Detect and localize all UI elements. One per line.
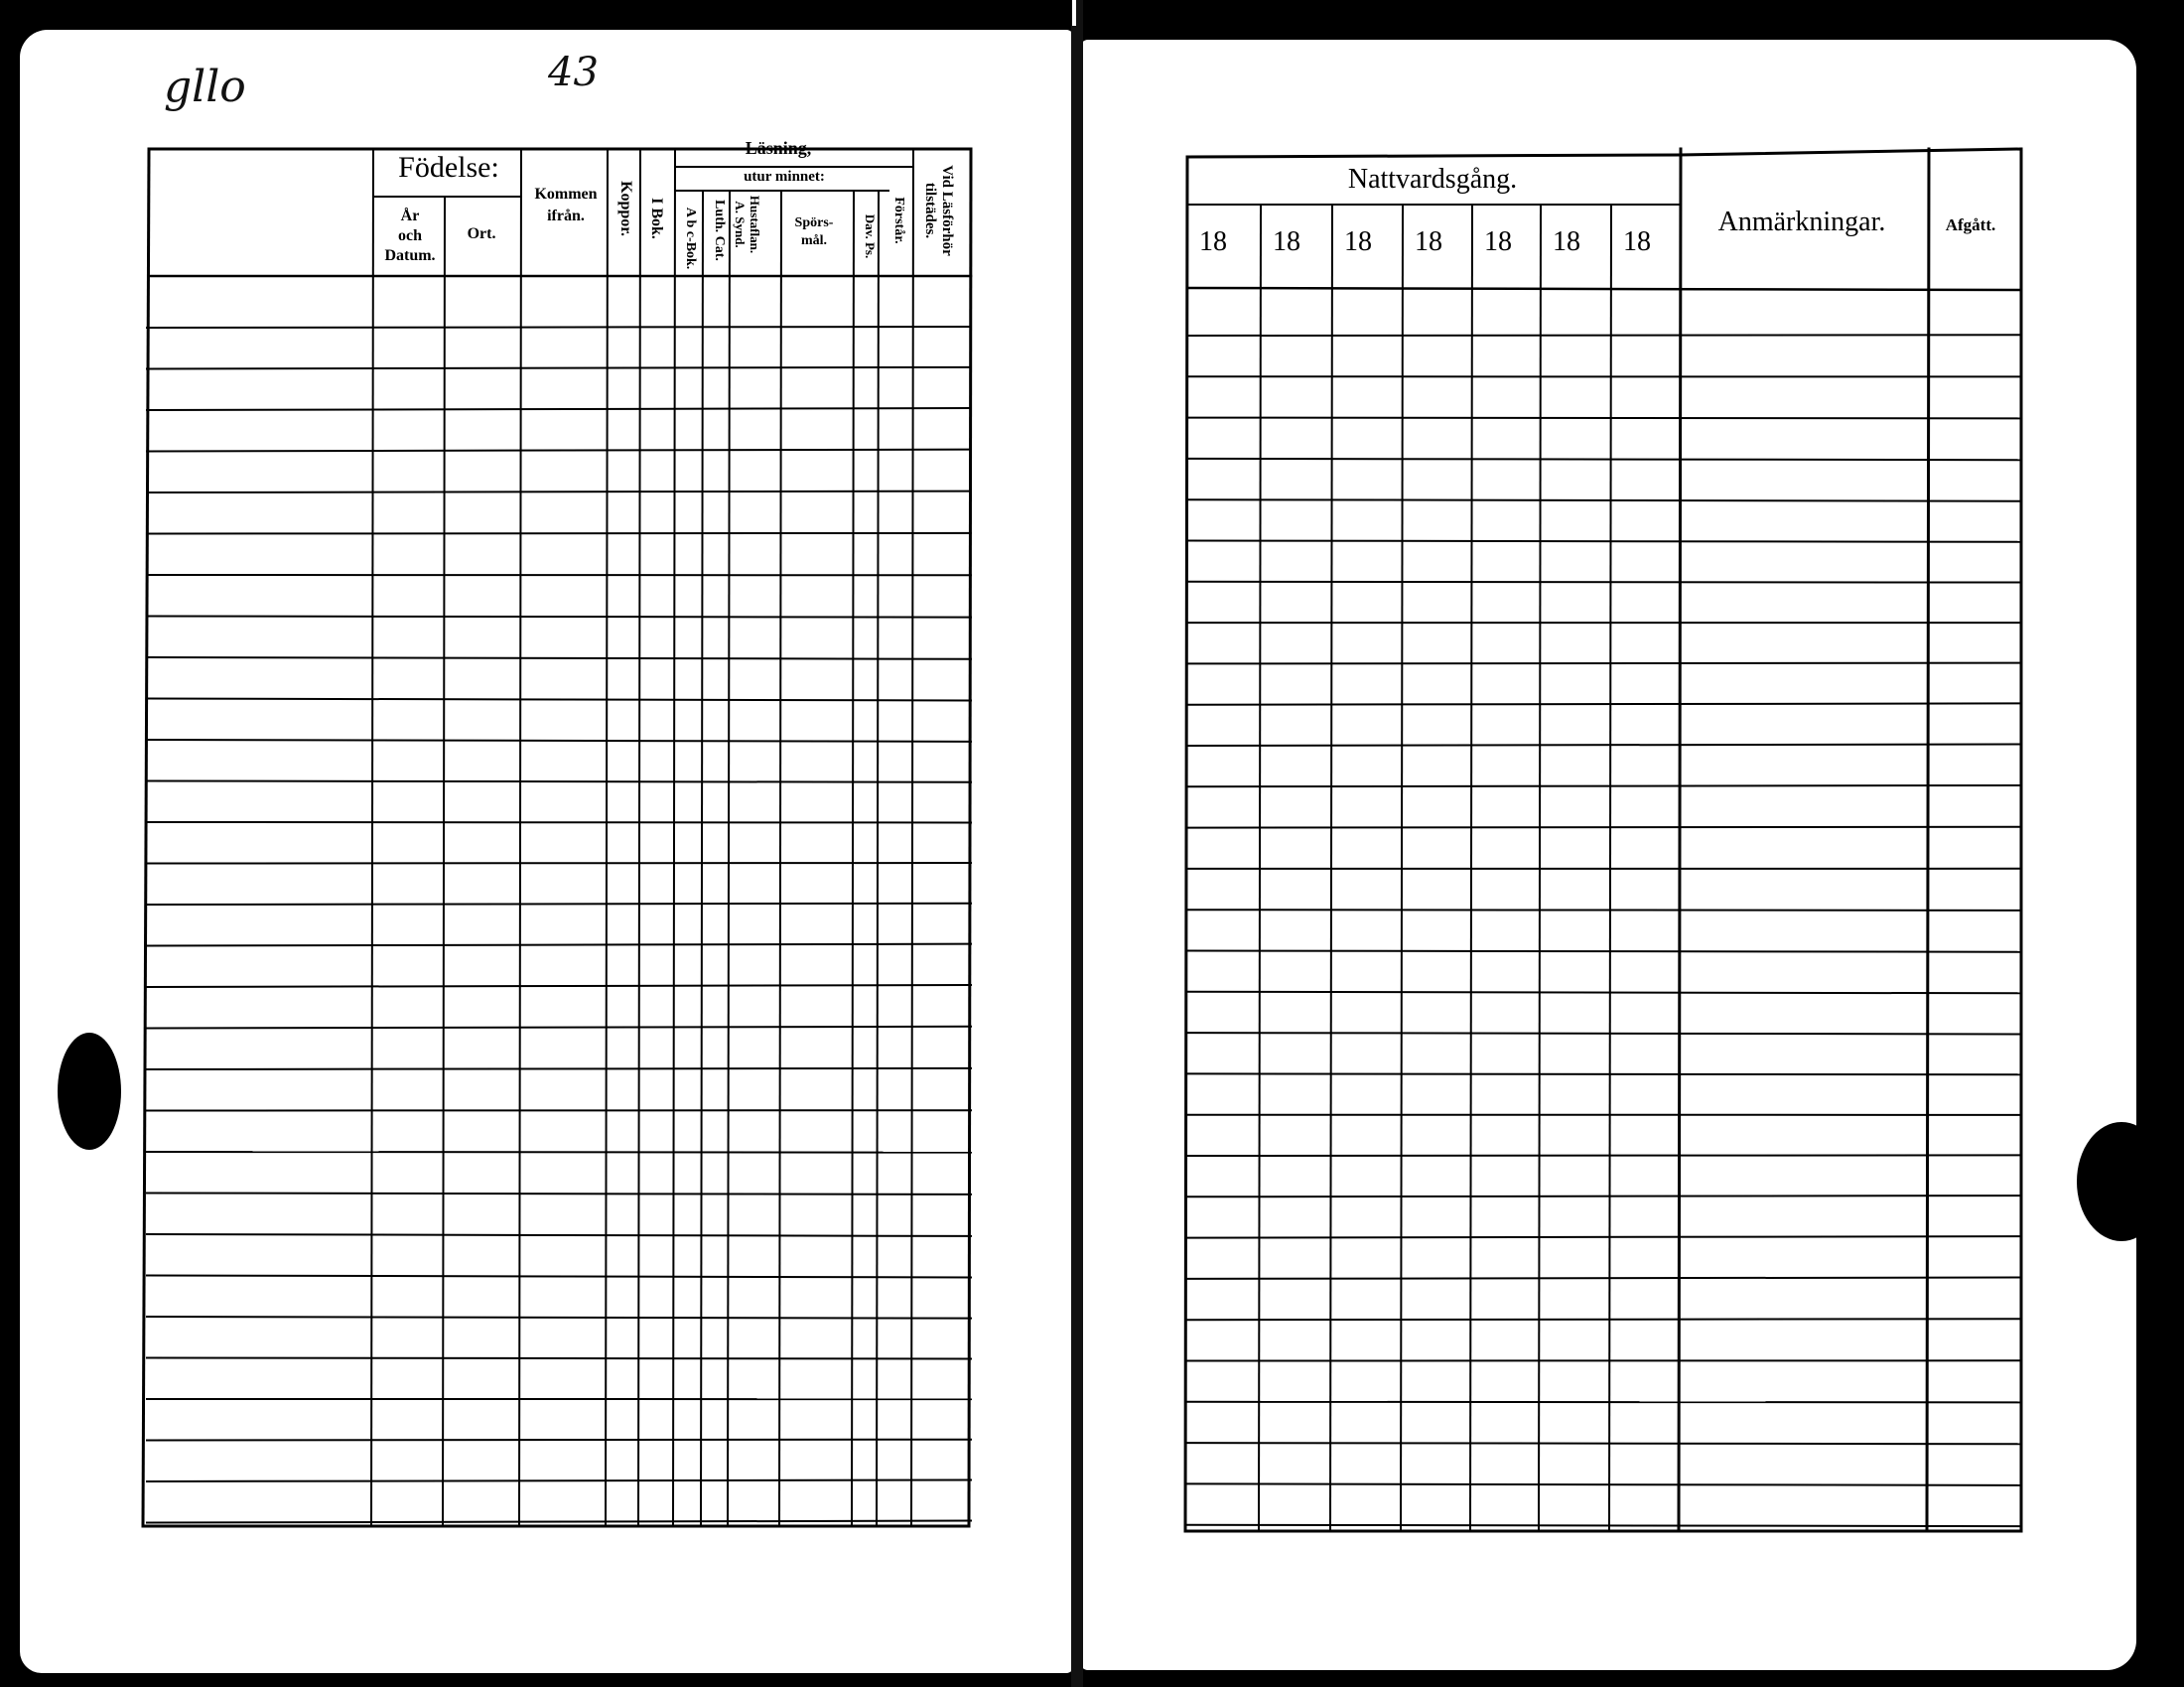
left-row-line bbox=[147, 1479, 971, 1481]
left-row-line bbox=[147, 367, 971, 369]
left-row-line bbox=[147, 1358, 971, 1359]
left-row-line bbox=[147, 1440, 971, 1441]
year-prefix-3: 18 bbox=[1344, 226, 1372, 257]
right-row-line bbox=[1187, 1443, 2021, 1444]
right-row-line bbox=[1187, 1483, 2021, 1484]
right-table-top-border bbox=[1187, 155, 1681, 157]
ar-line-2: och bbox=[398, 227, 422, 244]
left-column-line bbox=[673, 149, 675, 1526]
right-row-line bbox=[1187, 992, 2021, 993]
right-row-line bbox=[1187, 1195, 2021, 1196]
header-sporsmal bbox=[795, 215, 834, 248]
left-row-line bbox=[147, 1521, 971, 1523]
header-i-bok: I Bok. bbox=[648, 198, 665, 239]
left-row-line bbox=[147, 904, 971, 905]
left-row-line bbox=[147, 1152, 971, 1153]
right-row-line bbox=[1187, 1319, 2021, 1320]
left-row-line bbox=[147, 1194, 971, 1195]
right-row-line bbox=[1187, 418, 2021, 419]
right-row-line bbox=[1187, 827, 2021, 828]
left-column-line bbox=[606, 149, 608, 1526]
year-prefix-2: 18 bbox=[1273, 226, 1300, 257]
header-koppor: Koppor. bbox=[617, 181, 634, 236]
right-row-line bbox=[1187, 582, 2021, 583]
left-column-line bbox=[371, 149, 373, 1526]
left-column-line bbox=[852, 191, 854, 1526]
right-row-line bbox=[1187, 910, 2021, 911]
ledger-grid bbox=[143, 149, 2021, 1531]
right-row-line bbox=[1187, 663, 2021, 664]
left-row-line bbox=[147, 699, 971, 701]
right-column-line bbox=[1679, 149, 1681, 1531]
year-prefix-6: 18 bbox=[1553, 226, 1580, 257]
header-kommen-ifran bbox=[534, 186, 597, 224]
right-row-line bbox=[1187, 703, 2021, 704]
left-row-line bbox=[147, 944, 971, 946]
right-row-line bbox=[1187, 1073, 2021, 1074]
left-row-line bbox=[147, 781, 971, 782]
left-row-line bbox=[147, 327, 971, 328]
left-row-line bbox=[147, 533, 971, 534]
left-row-line bbox=[147, 1068, 971, 1069]
header-a-synd-hustaflan bbox=[733, 196, 762, 253]
header-afgatt: Afgått. bbox=[1945, 215, 1996, 234]
header-ort: Ort. bbox=[467, 225, 496, 242]
vid-lasforhor-line-2: tilstädes. bbox=[922, 182, 938, 239]
right-table-left-border bbox=[1185, 157, 1187, 1531]
header-nattvardsgang: Nattvardsgång. bbox=[1347, 164, 1518, 195]
left-table-left-border bbox=[143, 149, 149, 1526]
right-row-line bbox=[1187, 1033, 2021, 1034]
right-row-line bbox=[1187, 1525, 2021, 1526]
left-column-line bbox=[911, 149, 913, 1526]
right-row-line bbox=[1187, 745, 2021, 746]
header-anmarkningar: Anmärkningar. bbox=[1717, 207, 1886, 237]
right-row-line bbox=[1187, 1278, 2021, 1279]
ar-line-3: Datum. bbox=[384, 247, 436, 264]
year-prefix-7: 18 bbox=[1623, 226, 1651, 257]
left-column-line bbox=[877, 191, 879, 1526]
left-column-line bbox=[701, 191, 703, 1526]
right-header-bottom bbox=[1187, 288, 2021, 290]
left-column-line bbox=[443, 197, 445, 1526]
kommen-line-2: ifrån. bbox=[547, 208, 585, 224]
a-synd-line-1: A. Synd. bbox=[733, 201, 748, 248]
header-ar-och-datum bbox=[384, 207, 435, 264]
left-row-line bbox=[147, 740, 971, 742]
a-synd-line-2: Hustaflan. bbox=[748, 195, 762, 254]
left-column-line bbox=[779, 191, 781, 1526]
right-row-line bbox=[1187, 459, 2021, 460]
left-row-line bbox=[147, 985, 971, 987]
left-row-line bbox=[147, 1234, 971, 1236]
header-dav-ps: Dav. Ps. bbox=[863, 213, 878, 259]
header-fodelse: Födelse: bbox=[398, 151, 499, 184]
handwritten-page-number: 43 bbox=[548, 50, 599, 95]
left-row-line bbox=[147, 408, 971, 410]
sporsmal-line-1: Spörs- bbox=[794, 215, 834, 230]
header-lasning: Läsning, bbox=[745, 138, 812, 158]
left-row-line bbox=[147, 617, 971, 618]
right-row-line bbox=[1187, 1402, 2021, 1403]
header-luth-cat: Luth. Cat. bbox=[712, 200, 727, 261]
left-table-right-border bbox=[969, 149, 971, 1526]
left-column-line bbox=[519, 149, 521, 1526]
right-row-line bbox=[1187, 1155, 2021, 1156]
left-column-line bbox=[638, 149, 640, 1526]
left-row-line bbox=[147, 1276, 971, 1278]
right-table-top-border-right bbox=[1681, 149, 2021, 155]
header-vid-lasforhor bbox=[922, 165, 955, 256]
right-row-line bbox=[1187, 1236, 2021, 1237]
left-row-line bbox=[147, 450, 971, 452]
year-prefix-5: 18 bbox=[1484, 226, 1512, 257]
header-forstar: Förstår. bbox=[891, 197, 906, 244]
right-column-line bbox=[1927, 149, 1929, 1531]
ar-line-1: År bbox=[400, 208, 420, 224]
kommen-line-1: Kommen bbox=[534, 186, 598, 203]
header-utur-minnet: utur minnet: bbox=[744, 169, 825, 185]
left-column-line bbox=[728, 191, 730, 1526]
left-row-line bbox=[147, 1317, 971, 1319]
right-row-line bbox=[1187, 785, 2021, 786]
year-prefix-1: 18 bbox=[1199, 226, 1227, 257]
handwritten-note: gllo bbox=[164, 62, 246, 112]
left-row-line bbox=[147, 657, 971, 659]
left-row-line bbox=[147, 1027, 971, 1029]
right-row-line bbox=[1187, 335, 2021, 336]
right-row-line bbox=[1187, 951, 2021, 952]
vid-lasforhor-line-1: Vid Läsförhör bbox=[939, 165, 955, 256]
year-prefix-4: 18 bbox=[1415, 226, 1442, 257]
year-prefix-row bbox=[1199, 226, 1651, 257]
sporsmal-line-2: mål. bbox=[800, 233, 828, 248]
right-row-line bbox=[1187, 541, 2021, 542]
header-abc-bok: A b c-Bok. bbox=[683, 207, 698, 270]
right-row-line bbox=[1187, 499, 2021, 500]
